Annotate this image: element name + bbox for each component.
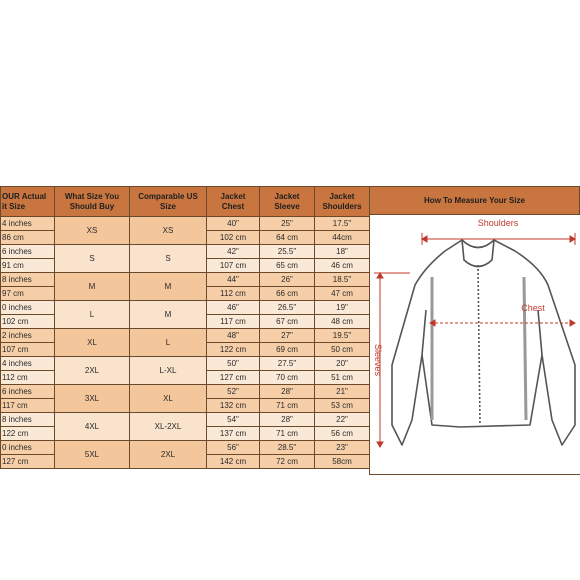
sleeve-cm: 67 cm [260, 315, 315, 329]
actual-size-cm: 112 cm [1, 371, 55, 385]
jacket-diagram [370, 215, 580, 475]
chest-cm: 112 cm [207, 287, 260, 301]
chest-inches: 56" [207, 441, 260, 455]
shoulders-inches: 22" [315, 413, 370, 427]
actual-size-inches: 6 inches [1, 245, 55, 259]
actual-size-cm: 91 cm [1, 259, 55, 273]
chest-label: Chest [521, 303, 545, 313]
actual-size-inches: 4 inches [1, 217, 55, 231]
jacket-diagram-area [369, 215, 580, 475]
sleeve-inches: 28" [260, 413, 315, 427]
shoulders-inches: 20" [315, 357, 370, 371]
actual-size-inches: 8 inches [1, 273, 55, 287]
actual-size-inches: 4 inches [1, 357, 55, 371]
chest-inches: 48" [207, 329, 260, 343]
measure-panel [369, 186, 580, 475]
sleeve-inches: 28.5" [260, 441, 315, 455]
size-row [1, 301, 370, 315]
buy-size: 2XL [55, 357, 130, 385]
size-table [0, 186, 370, 469]
actual-size-inches: 6 inches [1, 385, 55, 399]
buy-size: XL [55, 329, 130, 357]
actual-size-cm: 127 cm [1, 455, 55, 469]
actual-size-cm: 107 cm [1, 343, 55, 357]
shoulders-cm: 47 cm [315, 287, 370, 301]
sleeve-inches: 27" [260, 329, 315, 343]
chest-cm: 107 cm [207, 259, 260, 273]
shoulders-cm: 51 cm [315, 371, 370, 385]
shoulders-cm: 48 cm [315, 315, 370, 329]
shoulders-cm: 46 cm [315, 259, 370, 273]
us-size: XL-2XL [130, 413, 207, 441]
chest-inches: 40" [207, 217, 260, 231]
sleeve-cm: 66 cm [260, 287, 315, 301]
shoulders-inches: 19" [315, 301, 370, 315]
sleeve-cm: 72 cm [260, 455, 315, 469]
shoulders-inches: 17.5" [315, 217, 370, 231]
actual-size-cm: 97 cm [1, 287, 55, 301]
chest-cm: 132 cm [207, 399, 260, 413]
chest-inches: 42" [207, 245, 260, 259]
size-row [1, 357, 370, 371]
us-size: M [130, 301, 207, 329]
header-what-size-buy: What Size You Should Buy [55, 187, 130, 217]
header-row [1, 187, 370, 217]
us-size: XL [130, 385, 207, 413]
chest-cm: 142 cm [207, 455, 260, 469]
header-jacket-chest: Jacket Chest [207, 187, 260, 217]
shoulders-inches: 18" [315, 245, 370, 259]
shoulders-cm: 58cm [315, 455, 370, 469]
sleeve-inches: 25" [260, 217, 315, 231]
actual-size-cm: 86 cm [1, 231, 55, 245]
actual-size-cm: 117 cm [1, 399, 55, 413]
us-size: 2XL [130, 441, 207, 469]
chest-cm: 117 cm [207, 315, 260, 329]
size-row [1, 217, 370, 231]
chest-cm: 102 cm [207, 231, 260, 245]
size-chart [0, 186, 580, 475]
size-row [1, 441, 370, 455]
sleeve-cm: 71 cm [260, 427, 315, 441]
header-us-size: Comparable US Size [130, 187, 207, 217]
actual-size-inches: 0 inches [1, 301, 55, 315]
actual-size-cm: 102 cm [1, 315, 55, 329]
chest-cm: 137 cm [207, 427, 260, 441]
shoulders-inches: 19.5" [315, 329, 370, 343]
buy-size: L [55, 301, 130, 329]
sleeve-inches: 26" [260, 273, 315, 287]
chest-cm: 122 cm [207, 343, 260, 357]
chest-inches: 52" [207, 385, 260, 399]
us-size: M [130, 273, 207, 301]
chest-inches: 50" [207, 357, 260, 371]
chest-cm: 127 cm [207, 371, 260, 385]
buy-size: S [55, 245, 130, 273]
sleeve-cm: 65 cm [260, 259, 315, 273]
chest-measure-line [430, 320, 575, 326]
sleeve-inches: 26.5" [260, 301, 315, 315]
header-jacket-sleeve: Jacket Sleeve [260, 187, 315, 217]
us-size: XS [130, 217, 207, 245]
sleeves-label: Sleeves [373, 343, 383, 377]
shoulders-inches: 23" [315, 441, 370, 455]
sleeve-inches: 25.5" [260, 245, 315, 259]
size-row [1, 385, 370, 399]
sleeve-inches: 27.5" [260, 357, 315, 371]
us-size: L [130, 329, 207, 357]
shoulders-cm: 53 cm [315, 399, 370, 413]
measure-title: How To Measure Your Size [369, 186, 580, 215]
size-row [1, 329, 370, 343]
size-row [1, 273, 370, 287]
header-jacket-shoulders: Jacket Shoulders [315, 187, 370, 217]
sleeve-inches: 28" [260, 385, 315, 399]
actual-size-inches: 8 inches [1, 413, 55, 427]
us-size: L-XL [130, 357, 207, 385]
us-size: S [130, 245, 207, 273]
size-row [1, 413, 370, 427]
buy-size: M [55, 273, 130, 301]
shoulders-label: Shoulders [477, 218, 519, 228]
chest-inches: 44" [207, 273, 260, 287]
sleeve-cm: 70 cm [260, 371, 315, 385]
buy-size: 4XL [55, 413, 130, 441]
actual-size-cm: 122 cm [1, 427, 55, 441]
shoulders-inches: 21" [315, 385, 370, 399]
shoulders-cm: 56 cm [315, 427, 370, 441]
jacket-outline [392, 240, 575, 445]
sleeve-cm: 64 cm [260, 231, 315, 245]
buy-size: XS [55, 217, 130, 245]
buy-size: 5XL [55, 441, 130, 469]
buy-size: 3XL [55, 385, 130, 413]
chest-inches: 46" [207, 301, 260, 315]
header-actual-size: OUR Actual it Size [1, 187, 55, 217]
shoulders-inches: 18.5" [315, 273, 370, 287]
chest-inches: 54" [207, 413, 260, 427]
actual-size-inches: 2 inches [1, 329, 55, 343]
shoulders-cm: 44cm [315, 231, 370, 245]
sleeve-cm: 69 cm [260, 343, 315, 357]
size-row [1, 245, 370, 259]
actual-size-inches: 0 inches [1, 441, 55, 455]
sleeve-cm: 71 cm [260, 399, 315, 413]
shoulders-cm: 50 cm [315, 343, 370, 357]
